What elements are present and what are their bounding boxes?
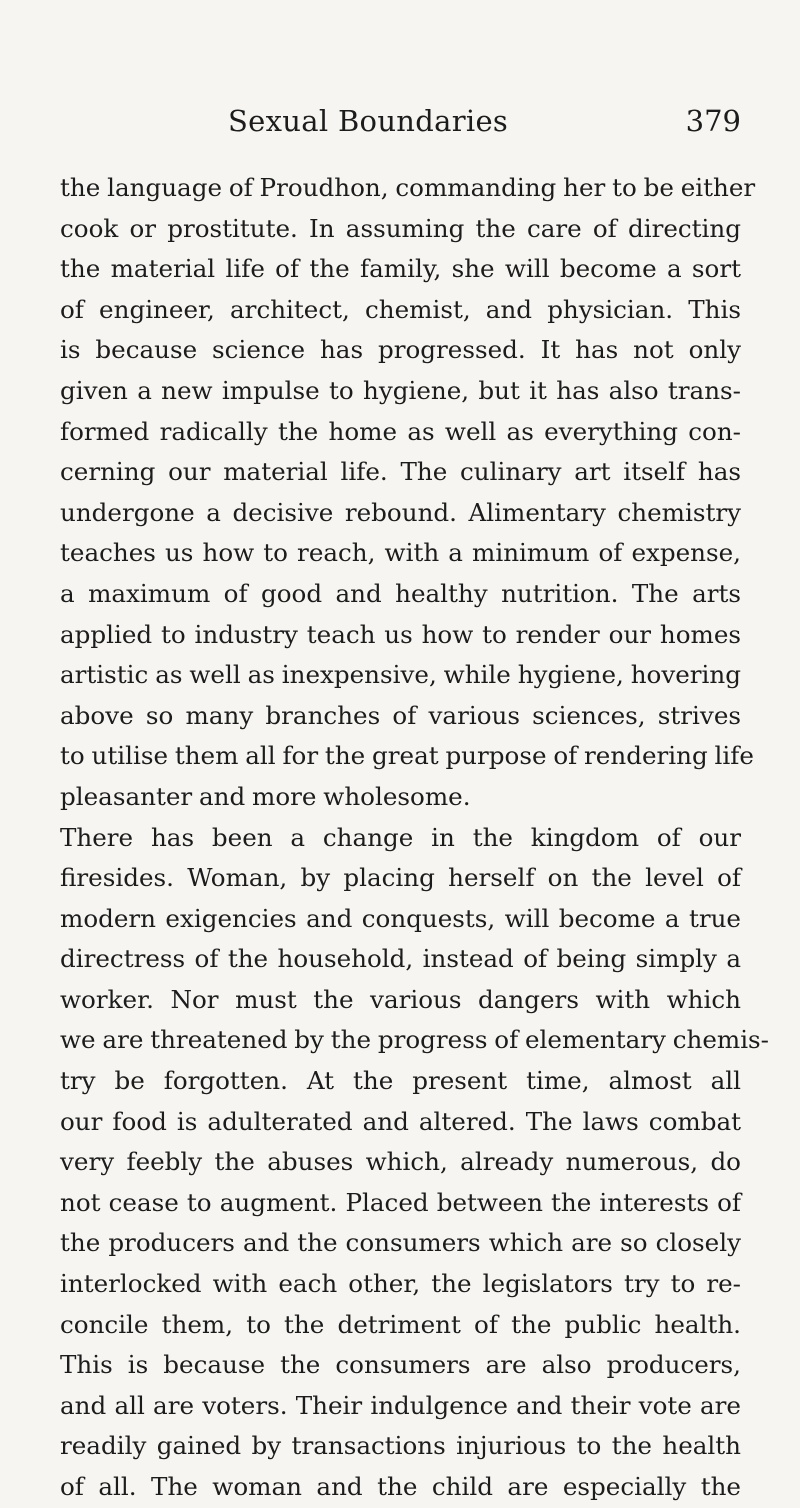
text-line: undergone a decisive rebound. Alimentary chemistry [60,497,741,527]
text-line: try be forgotten. At the present time, almost all [60,1066,741,1096]
text-line: our food is adulterated and altered. The laws combat [60,1106,741,1136]
text-line: worker. Nor must the various dangers with which [60,984,741,1014]
text-line: of all. The woman and the child are especially the [60,1472,741,1501]
text-line: above so many branches of various sciences, strives [60,700,741,730]
running-header [60,104,741,144]
text-line: directress of the household, instead of being simply a [60,944,741,974]
text-line: a maximum of good and healthy nutrition. The arts [60,578,741,608]
text-line: to utilise them all for the great purpose of rendering life [60,741,754,771]
text-line: the producers and the consumers which are so closely [60,1228,741,1258]
text-line: of engineer, architect, chemist, and physician. This [60,294,741,324]
text-line: teaches us how to reach, with a minimum of expense, [60,538,741,568]
text-line: not cease to augment. Placed between the interests of [60,1187,741,1217]
text-line: interlocked with each other, the legislators try to re- [60,1269,741,1299]
paragraph-start-line: There has been a change in the kingdom of our [60,822,741,852]
running-title: Sexual Boundaries [228,104,509,138]
text-line: modern exigencies and conquests, will become a true [60,903,741,933]
text-line: cerning our material life. The culinary art itself has [60,457,741,487]
body-text [60,168,769,1508]
text-line: we are threatened by the progress of elementary chemis- [60,1025,769,1055]
text-line: concile them, to the detriment of the public health. [60,1309,741,1339]
text-line: This is because the consumers are also producers, [60,1350,741,1380]
text-line: very feebly the abuses which, already numerous, do [60,1147,741,1177]
text-line: is because science has progressed. It has not only [60,335,741,365]
text-line: the material life of the family, she will become a sort [60,254,741,284]
paragraph-end-line: pleasanter and more wholesome. [60,781,471,811]
text-line: formed radically the home as well as everything con- [60,416,741,446]
text-line: readily gained by transactions injurious to the health [60,1431,741,1461]
text-line: and all are voters. Their indulgence and their vote are [60,1390,741,1420]
page-number: 379 [685,104,741,138]
text-line: given a new impulse to hygiene, but it has also trans- [60,375,741,405]
text-line: firesides. Woman, by placing herself on the level of [60,863,741,893]
text-line: applied to industry teach us how to render our homes [60,619,741,649]
text-line: artistic as well as inexpensive, while hygiene, hovering [60,660,741,690]
text-line: cook or prostitute. In assuming the care of directing [60,213,741,243]
text-line: the language of Proudhon, commanding her to be either [60,173,756,202]
